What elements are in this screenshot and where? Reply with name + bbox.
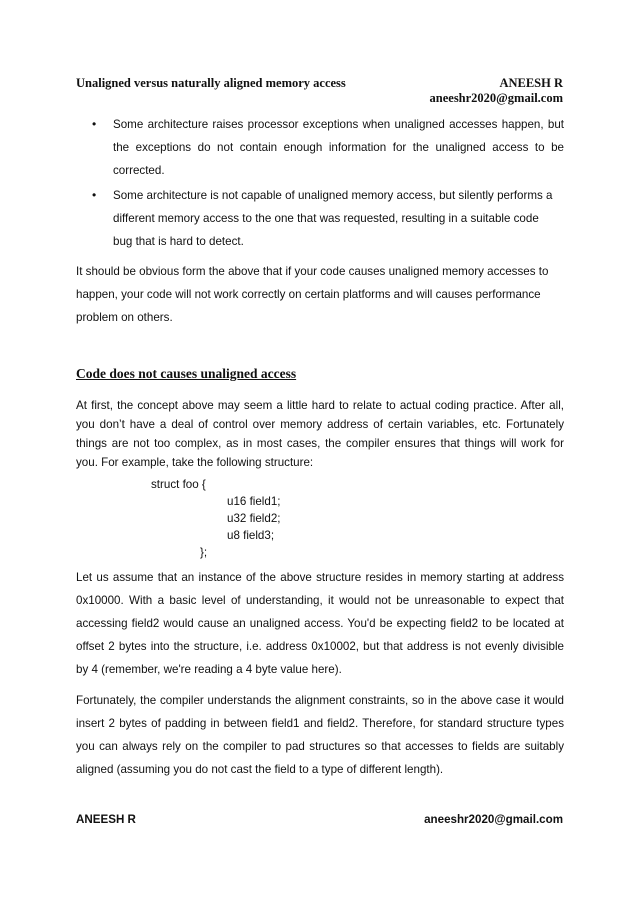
bullet-item (76, 184, 564, 253)
paragraph-consequences: It should be obvious form the above that if your code causes unaligned memory accesses to happen, your code will not work correctly on certain platforms and will causes performance problem on others. (76, 265, 549, 324)
bullet-icon: • (92, 117, 97, 131)
bullet-text: Some architecture raises processor exceptions when unaligned accesses happen, but the exceptions do not contain enough information for the unaligned access to be corrected. (113, 118, 564, 177)
bullet-icon: • (92, 188, 97, 202)
footer-author: ANEESH R (76, 813, 136, 826)
code-line: u16 field1; (227, 495, 281, 508)
section-heading: Code does not causes unaligned access (76, 366, 297, 381)
code-line: struct foo { (151, 478, 206, 491)
bullet-text: Some architecture is not capable of unaligned memory access, but silently performs a different memory access to the one that was requested, resulting in a suitable code bug that is hard to detect. (113, 189, 553, 248)
header-author: ANEESH R (499, 76, 563, 90)
footer-email: aneeshr2020@gmail.com (424, 813, 563, 826)
code-line: u8 field3; (227, 529, 275, 542)
code-line: u32 field2; (227, 512, 281, 525)
header-email: aneeshr2020@gmail.com (429, 91, 563, 105)
bullet-list (76, 113, 564, 255)
paragraph-intro: At first, the concept above may seem a little hard to relate to actual coding practice. After all, you don’t have a deal of control over memory address of certain variables, etc. Fortunately things are not too complex, as in most cases, the compiler ensures that things will work for you. For example, take the following structure: (76, 399, 564, 469)
paragraph-padding: Fortunately, the compiler understands the alignment constraints, so in the above case it would insert 2 bytes of padding in between field1 and field2. Therefore, for standard structure types you can always rely on the compiler to pad structures so that accesses to fields are suitably aligned (assuming you do not cast the field to a type of different length). (76, 694, 564, 776)
paragraph-assumption: Let us assume that an instance of the above structure resides in memory starting at address 0x10000. With a basic level of understanding, it would not be unreasonable to expect that accessing field2 would cause an unaligned access. You'd be expecting field2 to be located at offset 2 bytes into the structure, i.e. address 0x10002, but that address is not evenly divisible by 4 (remember, we're reading a 4 byte value here). (76, 571, 564, 676)
document-title: Unaligned versus naturally aligned memory access (76, 76, 346, 90)
code-line: }; (200, 546, 208, 559)
bullet-item (76, 113, 564, 182)
